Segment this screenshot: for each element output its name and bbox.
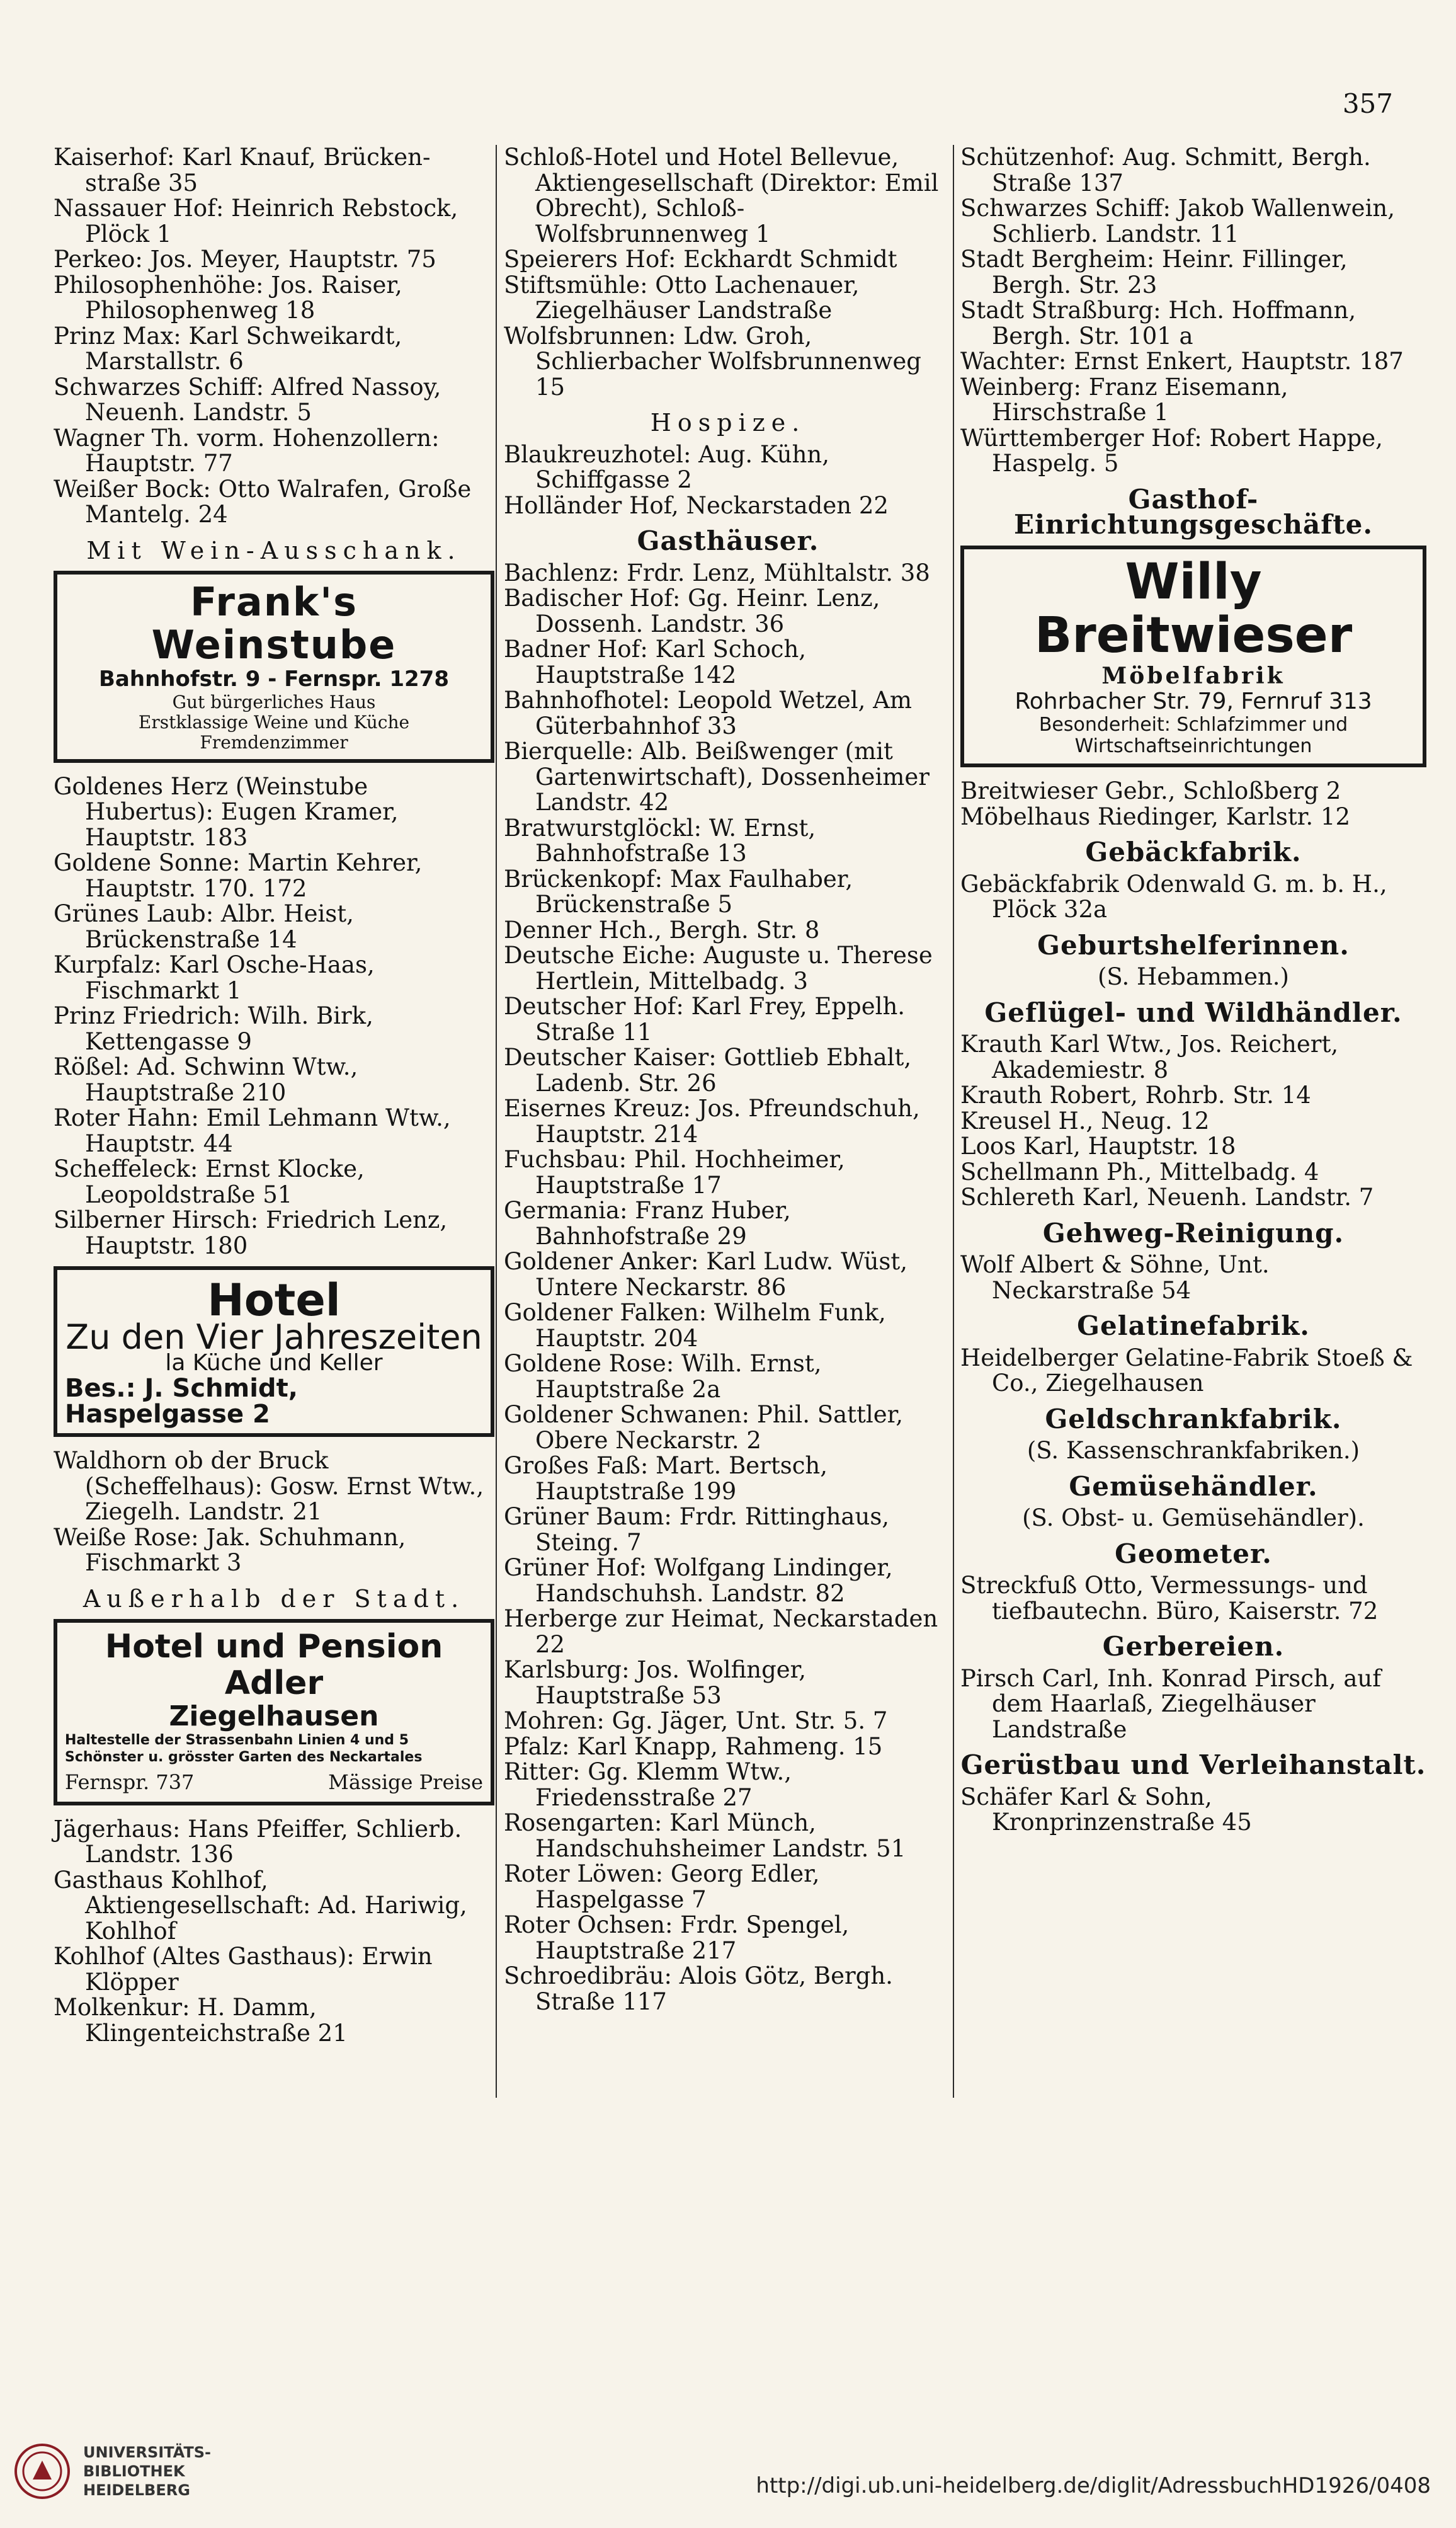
directory-entry: Bahnhofhotel: Leopold Wetzel, Am Güterbahnhof 33: [504, 687, 912, 740]
directory-entry: Goldener Schwanen: Phil. Sattler, Obere Neckarstr. 2: [504, 1401, 904, 1454]
directory-entry: Prinz Friedrich: Wilh. Birk, Kettengasse 9: [54, 1002, 373, 1055]
advertisement-willy-breitwieser: [960, 546, 1426, 768]
directory-entry: Herberge zur Heimat, Neckarstaden 22: [504, 1605, 938, 1658]
entry-list: [960, 1252, 1426, 1303]
directory-entry: Rößel: Ad. Schwinn Wtw., Hauptstraße 210: [54, 1053, 358, 1106]
directory-entry: Perkeo: Jos. Meyer, Hauptstr. 75: [54, 246, 436, 273]
directory-entry: Badner Hof: Karl Schoch, Hauptstraße 142: [504, 636, 807, 689]
section-heading: Gebäckfabrik.: [1085, 837, 1302, 868]
directory-entry: Kreusel H., Neug. 12: [960, 1107, 1210, 1135]
directory-entry: Kurpfalz: Karl Osche-Haas, Fischmarkt 1: [54, 951, 375, 1004]
directory-entry: Silberner Hirsch: Friedrich Lenz, Hauptstr. 180: [54, 1206, 448, 1259]
directory-entry: Denner Hch., Bergh. Str. 8: [504, 916, 820, 944]
entry-list: [960, 1785, 1426, 1836]
entry-list: [960, 779, 1426, 830]
directory-entry: Bratwurstglöckl: W. Ernst, Bahnhofstraße 13: [504, 814, 816, 867]
entry-list: [54, 1448, 494, 1576]
section-heading: Geometer.: [1115, 1538, 1272, 1569]
directory-entry: Roter Löwen: Georg Edler, Haspelgasse 7: [504, 1860, 820, 1913]
directory-entry: Rosengarten: Karl Münch, Handschuhsheimer Landstr. 51: [504, 1809, 906, 1862]
advertisement-hotel-adler: [54, 1619, 494, 1805]
cross-reference: (S. Obst- u. Gemüsehändler).: [1022, 1504, 1365, 1532]
directory-entry: Wolfsbrunnen: Ldw. Groh, Schlierbacher Wolfsbrunnenweg 15: [504, 322, 921, 401]
entry-list: [504, 145, 952, 400]
entry-list: [54, 774, 494, 1259]
logo-text-line: HEIDELBERG: [83, 2481, 190, 2499]
directory-entry: Bachlenz: Frdr. Lenz, Mühltalstr. 38: [504, 559, 930, 586]
directory-entry: Brückenkopf: Max Faulhaber, Brückenstraße 5: [504, 865, 853, 918]
directory-entry: Möbelhaus Riedinger, Karlstr. 12: [960, 803, 1351, 830]
directory-entry: Pfalz: Karl Knapp, Rahmeng. 15: [504, 1732, 883, 1760]
ad-subtitle: Möbelfabrik: [1101, 663, 1285, 690]
column-3: [960, 145, 1426, 1836]
ad-title: Willy Breitwieser: [1034, 553, 1353, 665]
directory-entry: Großes Faß: Mart. Bertsch, Hauptstraße 199: [504, 1452, 828, 1505]
column-rule: [496, 145, 497, 2098]
directory-entry: Schloß-Hotel und Hotel Bellevue, Aktiengesellschaft (Direktor: Emil Obrecht), Schloß-Wolfsbrunnenweg 1: [504, 144, 939, 248]
ad-text: Wirtschaftseinrichtungen: [1074, 735, 1312, 758]
directory-entry: Gasthaus Kohlhof, Aktiengesellschaft: Ad. Hariwig, Kohlhof: [54, 1866, 467, 1945]
directory-entry: Krauth Karl Wtw., Jos. Reichert, Akademiestr. 8: [960, 1031, 1339, 1084]
ad-owner: Bes.: J. Schmidt, Haspelgasse 2: [65, 1374, 298, 1429]
directory-entry: Stadt Bergheim: Heinr. Fillinger, Bergh. Str. 23: [960, 246, 1348, 299]
directory-entry: Deutscher Hof: Karl Frey, Eppelh. Straße 11: [504, 993, 906, 1046]
directory-entry: Molkenkur: H. Damm, Klingenteichstraße 21: [54, 1994, 348, 2047]
directory-entry: Blaukreuzhotel: Aug. Kühn, Schiffgasse 2: [504, 440, 830, 493]
section-heading: Gasthof-Einrichtungsgeschäfte.: [1013, 483, 1374, 540]
directory-entry: Gebäckfabrik Odenwald G. m. b. H., Plöck 32a: [960, 870, 1387, 924]
directory-entry: Eisernes Kreuz: Jos. Pfreundschuh, Hauptstr. 214: [504, 1095, 920, 1148]
directory-entry: Prinz Max: Karl Schweikardt, Marstallstr. 6: [54, 322, 402, 375]
directory-entry: Nassauer Hof: Heinrich Rebstock, Plöck 1: [54, 195, 458, 248]
directory-entry: Stadt Straßburg: Hch. Hoffmann, Bergh. Str. 101 a: [960, 297, 1356, 350]
section-heading: Geldschrankfabrik.: [1045, 1403, 1342, 1434]
directory-entry: Wagner Th. vorm. Hohenzollern: Hauptstr. 77: [54, 424, 440, 477]
directory-entry: Streckfuß Otto, Vermessungs- und tiefbautechn. Büro, Kaiserstr. 72: [960, 1572, 1379, 1625]
directory-entry: Goldener Anker: Karl Ludw. Wüst, Untere Neckarstr. 86: [504, 1248, 908, 1301]
section-heading: Gehweg-Reinigung.: [1042, 1217, 1345, 1249]
directory-entry: Grüner Hof: Wolfgang Lindinger, Handschuhsh. Landstr. 82: [504, 1554, 893, 1607]
directory-entry: Wachter: Ernst Enkert, Hauptstr. 187: [960, 348, 1404, 375]
directory-entry: Philosophenhöhe: Jos. Raiser, Philosophenweg 18: [54, 271, 402, 324]
directory-entry: Breitwieser Gebr., Schloßberg 2: [960, 777, 1341, 805]
directory-entry: Holländer Hof, Neckarstaden 22: [504, 491, 889, 519]
ad-address: Rohrbacher Str. 79, Fernruf 313: [1015, 688, 1372, 714]
entry-list: [960, 1573, 1426, 1624]
directory-entry: Germania: Franz Huber, Bahnhofstraße 29: [504, 1197, 791, 1250]
column-rule: [953, 145, 954, 2098]
directory-entry: Fuchsbau: Phil. Hochheimer, Hauptstraße 17: [504, 1146, 845, 1199]
directory-entry: Roter Hahn: Emil Lehmann Wtw., Hauptstr. 44: [54, 1104, 451, 1157]
directory-entry: Badischer Hof: Gg. Heinr. Lenz, Dossenh. Landstr. 36: [504, 585, 880, 638]
section-heading: Geburtshelferinnen.: [1037, 929, 1350, 961]
library-seal-icon: [14, 2443, 71, 2500]
ad-text: Gut bürgerliches Haus: [172, 691, 376, 712]
page-number: 357: [1342, 88, 1393, 119]
section-heading: Gemüsehändler.: [1069, 1470, 1318, 1502]
entry-list: [960, 872, 1426, 923]
directory-entry: Speierers Hof: Eckhardt Schmidt: [504, 246, 897, 273]
ad-text: Fremdenzimmer: [200, 731, 348, 753]
directory-entry: Weinberg: Franz Eisemann, Hirschstraße 1: [960, 373, 1288, 426]
advertisement-franks-weinstube: [54, 571, 494, 763]
ad-text: Besonderheit: Schlafzimmer und: [1038, 714, 1348, 736]
directory-entry: Goldenes Herz (Weinstube Hubertus): Eugen Kramer, Hauptstr. 183: [54, 772, 399, 851]
section-heading: Gerüstbau und Verleihanstalt.: [960, 1749, 1426, 1781]
directory-entry: Grüner Baum: Frdr. Rittinghaus, Steing. 7: [504, 1503, 890, 1556]
section-heading: Gasthäuser.: [637, 525, 819, 556]
cross-reference: (S. Hebammen.): [1098, 963, 1289, 991]
section-heading: Außerhalb der Stadt.: [82, 1584, 465, 1613]
directory-entry: Loos Karl, Hauptstr. 18: [960, 1133, 1236, 1160]
section-heading: Mit Wein-Ausschank.: [86, 536, 462, 564]
entry-list: [504, 442, 952, 519]
library-logo: [14, 2443, 211, 2500]
entry-list: [54, 1817, 494, 2047]
directory-entry: Bierquelle: Alb. Beißwenger (mit Gartenwirtschaft), Dossenheimer Landstr. 42: [504, 738, 930, 816]
directory-entry: Schroedibräu: Alois Götz, Bergh. Straße 117: [504, 1962, 893, 2015]
directory-entry: Kaiserhof: Karl Knauf, Brücken-straße 35: [54, 144, 431, 197]
directory-entry: Weiße Rose: Jak. Schuhmann, Fischmarkt 3: [54, 1523, 406, 1577]
directory-entry: Schäfer Karl & Sohn, Kronprinzenstraße 45: [960, 1783, 1252, 1836]
column-1: [54, 145, 494, 2046]
directory-entry: Jägerhaus: Hans Pfeiffer, Schlierb. Landstr. 136: [54, 1815, 462, 1868]
directory-entry: Roter Ochsen: Frdr. Spengel, Hauptstraße 217: [504, 1911, 850, 1964]
directory-entry: Waldhorn ob der Bruck (Scheffelhaus): Gosw. Ernst Wtw., Ziegelh. Landstr. 21: [54, 1447, 484, 1526]
directory-entry: Ritter: Gg. Klemm Wtw., Friedensstraße 27: [504, 1758, 792, 1811]
section-heading: Geflügel- und Wildhändler.: [984, 997, 1402, 1028]
entry-list: [960, 1032, 1426, 1211]
section-heading: Gerbereien.: [1102, 1631, 1285, 1662]
directory-entry: Württemberger Hof: Robert Happe, Haspelg. 5: [960, 424, 1383, 477]
logo-text-line: BIBLIOTHEK: [83, 2462, 185, 2480]
directory-entry: Scheffeleck: Ernst Klocke, Leopoldstraße 51: [54, 1155, 365, 1208]
logo-text-line: UNIVERSITÄTS-: [83, 2444, 212, 2461]
directory-entry: Karlsburg: Jos. Wolfinger, Hauptstraße 53: [504, 1656, 807, 1709]
entry-list: [960, 145, 1426, 477]
ad-title: Frank's Weinstube: [151, 579, 397, 668]
directory-entry: Schlereth Karl, Neuenh. Landstr. 7: [960, 1184, 1374, 1211]
cross-reference: (S. Kassenschrankfabriken.): [1027, 1437, 1360, 1465]
entry-list: [54, 145, 494, 528]
ad-subtitle: Ziegelhausen: [169, 1700, 379, 1732]
directory-entry: Grünes Laub: Albr. Heist, Brückenstraße 14: [54, 900, 354, 953]
source-link[interactable]: http://digi.ub.uni-heidelberg.de/diglit/AdressbuchHD1926/0408: [756, 2473, 1431, 2498]
directory-entry: Schwarzes Schiff: Alfred Nassoy, Neuenh. Landstr. 5: [54, 373, 441, 426]
directory-entry: Goldener Falken: Wilhelm Funk, Hauptstr. 204: [504, 1299, 886, 1352]
ad-subtitle: Zu den Vier Jahreszeiten: [65, 1317, 482, 1358]
ad-text: la Küche und Keller: [165, 1349, 383, 1376]
directory-entry: Krauth Robert, Rohrb. Str. 14: [960, 1082, 1311, 1109]
ad-text: Haltestelle der Strassenbahn Linien 4 und 5: [65, 1732, 409, 1749]
directory-entry: Schwarzes Schiff: Jakob Wallenwein, Schlierb. Landstr. 11: [960, 195, 1395, 248]
directory-entry: Mohren: Gg. Jäger, Unt. Str. 5. 7: [504, 1707, 888, 1734]
advertisement-hotel-vier-jahreszeiten: [54, 1266, 494, 1437]
ad-text: Schönster u. grösster Garten des Neckartales: [65, 1749, 423, 1766]
directory-entry: Kohlhof (Altes Gasthaus): Erwin Klöpper: [54, 1943, 433, 1996]
section-heading: Gelatinefabrik.: [1077, 1310, 1310, 1342]
column-2: [504, 145, 952, 2015]
directory-entry: Schützenhof: Aug. Schmitt, Bergh. Straße 137: [960, 144, 1371, 197]
ad-title: Hotel: [207, 1274, 341, 1327]
ad-prices: Mässige Preise: [328, 1770, 483, 1795]
directory-entry: Goldene Rose: Wilh. Ernst, Hauptstraße 2a: [504, 1350, 822, 1403]
ad-phone: Fernspr. 737: [65, 1770, 195, 1795]
directory-entry: Deutsche Eiche: Auguste u. Therese Hertlein, Mittelbadg. 3: [504, 942, 933, 995]
ad-address: Bahnhofstr. 9 - Fernspr. 1278: [99, 666, 449, 692]
entry-list: [504, 561, 952, 2015]
entry-list: [960, 1666, 1426, 1743]
footer: [0, 2419, 1456, 2528]
directory-entry: Deutscher Kaiser: Gottlieb Ebhalt, Ladenb. Str. 26: [504, 1044, 912, 1097]
section-heading: Hospize.: [650, 409, 806, 437]
directory-entry: Schellmann Ph., Mittelbadg. 4: [960, 1158, 1319, 1186]
entry-list: [960, 1346, 1426, 1397]
directory-entry: Pirsch Carl, Inh. Konrad Pirsch, auf dem Haarlaß, Ziegelhäuser Landstraße: [960, 1664, 1381, 1743]
directory-entry: Goldene Sonne: Martin Kehrer, Hauptstr. 170. 172: [54, 849, 423, 902]
directory-entry: Heidelberger Gelatine-Fabrik Stoeß & Co., Ziegelhausen: [960, 1344, 1413, 1397]
directory-entry: Wolf Albert & Söhne, Unt. Neckarstraße 54: [960, 1251, 1270, 1304]
ad-text: Erstklassige Weine und Küche: [138, 711, 410, 733]
ad-title: Hotel und Pension Adler: [105, 1628, 443, 1702]
directory-entry: Stiftsmühle: Otto Lachenauer, Ziegelhäuser Landstraße: [504, 271, 860, 324]
directory-entry: Weißer Bock: Otto Walrafen, Große Mantelg. 24: [54, 475, 472, 528]
